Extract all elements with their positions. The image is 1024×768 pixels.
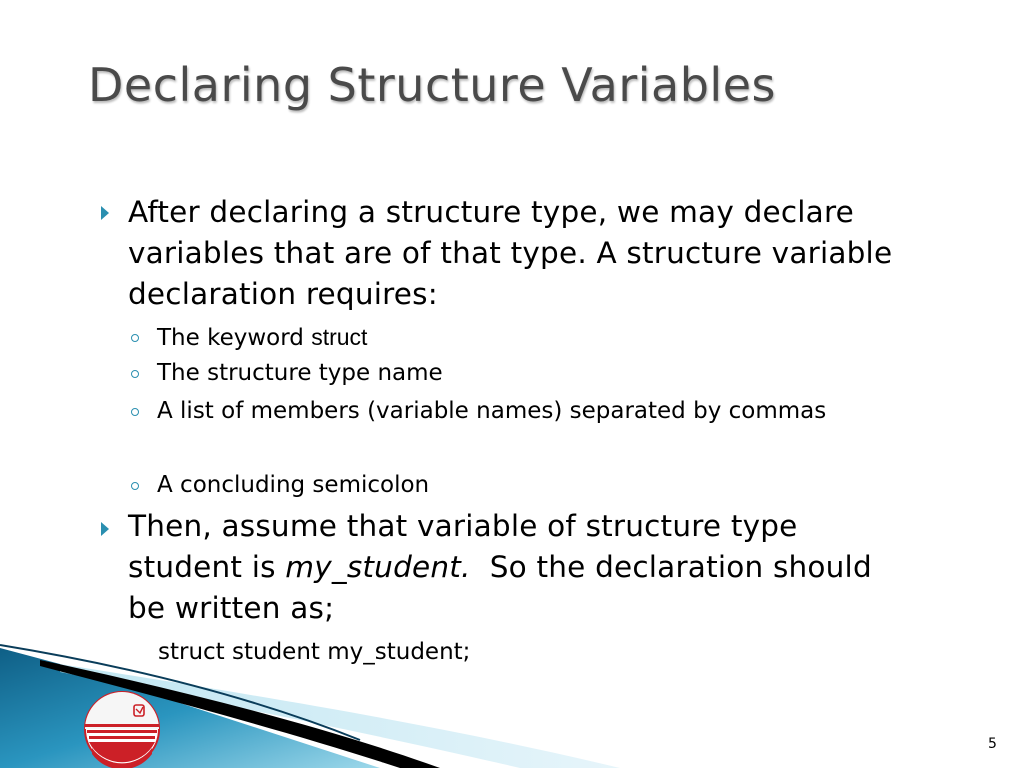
bullet-1-text: After declaring a structure type, we may declare variables that are of that type. A structure variable declaration requires: xyxy=(128,195,893,311)
keyword-struct: struct xyxy=(311,324,368,350)
subbullet-type-name: The structure type name xyxy=(157,360,443,386)
bullet-2-emphasis: my_student. xyxy=(285,550,471,584)
triangle-right-icon xyxy=(101,522,109,536)
subbullet-keyword-prefix: The keyword xyxy=(157,325,312,351)
subbullet-semicolon: A concluding semicolon xyxy=(157,472,430,498)
slide-title: Declaring Structure Variables xyxy=(88,58,776,112)
ring-icon xyxy=(131,482,139,490)
ring-icon xyxy=(131,334,139,342)
ring-icon xyxy=(131,408,139,416)
subbullet-keyword xyxy=(157,320,877,355)
code-example: struct student my_student; xyxy=(158,639,471,665)
bullet-2-after: So the declaration should be written as; xyxy=(128,550,882,625)
subbullet-member-list: A list of members (variable names) separated by commas xyxy=(157,398,827,424)
bullet-2-before: Then, assume that variable of structure type student is xyxy=(128,509,798,584)
bullet-2-text xyxy=(128,506,888,629)
triangle-right-icon xyxy=(101,206,109,220)
page-number: 5 xyxy=(988,736,997,752)
ring-icon xyxy=(131,370,139,378)
